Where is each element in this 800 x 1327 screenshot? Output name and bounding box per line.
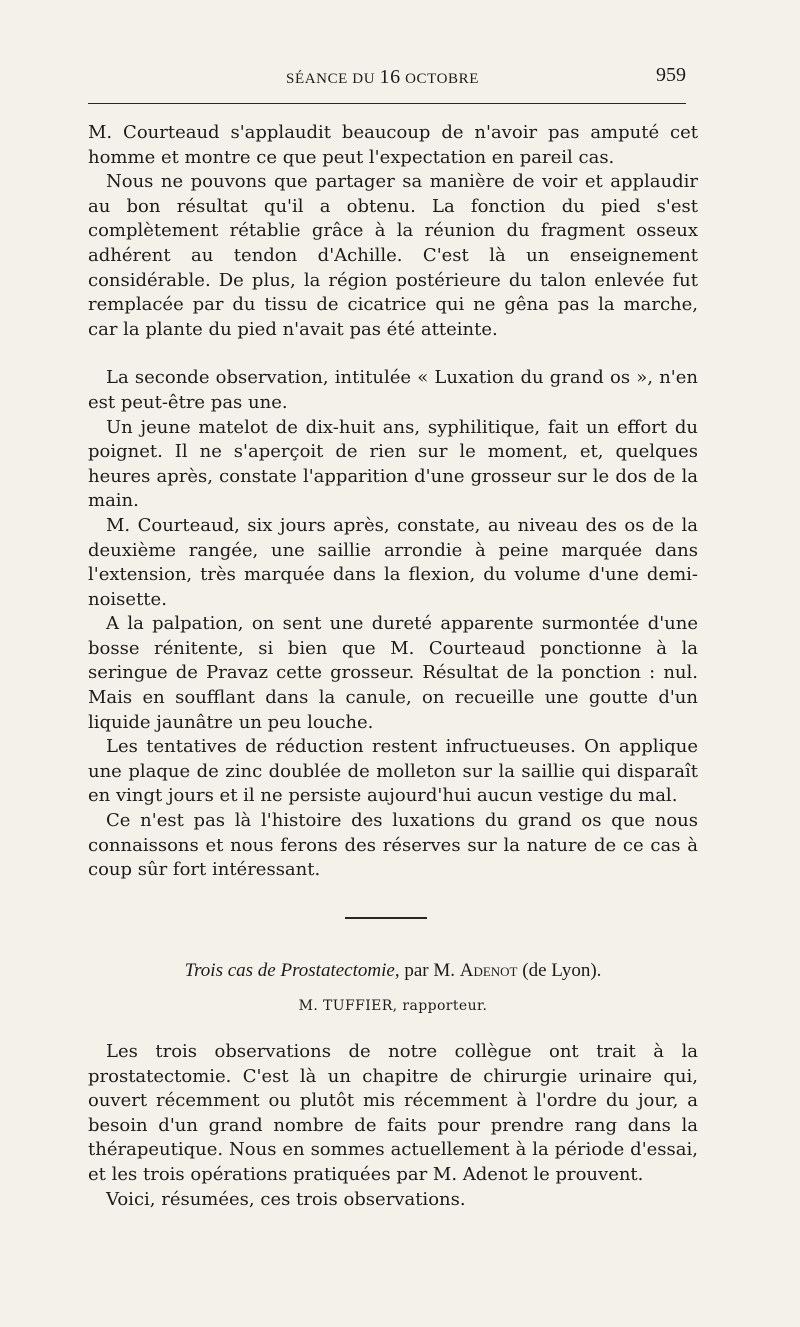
paragraph: Un jeune matelot de dix-huit ans, syphilitique, fait un effort du poignet. Il ne s'aperçoit de rien sur le moment, et, quelques heures après, constate l'apparition d'une grosseur sur le dos de la main. [88, 416, 698, 512]
paragraph: Nous ne pouvons que partager sa manière de voir et applaudir au bon résultat qu'il a obtenu. La fonction du pied s'est complètement rétablie grâce à la réunion du fragment osseux adhérent au tendon d'Achille. C'est là un enseignement considérable. De plus, la région postérieure du talon enlevée fut remplacée par du tissu de cicatrice qui ne gêna pas la marche, car la plante du pied n'avait pas été atteinte. [88, 171, 698, 340]
section-title [88, 958, 698, 984]
title-part: , par M. [394, 960, 460, 981]
paragraph: La seconde observation, intitulée « Luxation du grand os », n'en est peut-être pas une. [88, 367, 698, 413]
running-head-month: OCTOBRE [405, 71, 480, 87]
paragraph: M. Courteaud, six jours après, constate, au niveau des os de la deuxième rangée, une saillie arrondie à peine marquée dans l'extension, très marquée dans la flexion, du volume d'une demi-noisette. [88, 514, 698, 610]
paragraph: A la palpation, on sent une dureté apparente surmontée d'une bosse rénitente, si bien que M. Courteaud ponctionne à la seringue de Pravaz cette grosseur. Résultat de la ponction : nul. Mais en soufflant dans la canule, on recueille une goutte d'un liquide jaunâtre un peu louche. [88, 613, 698, 733]
body-text [88, 121, 698, 883]
running-head-pre: SÉANCE DU [286, 71, 376, 87]
paragraph: Ce n'est pas là l'histoire des luxations du grand os que nous connaissons et nous ferons des réserves sur la nature de ce cas à coup sûr fort intéressant. [88, 810, 698, 881]
paragraph: Les trois observations de notre collègue ont trait à la prostatectomie. C'est là un chapitre de chirurgie urinaire qui, ouvert récemment ou plutôt mis récemment à l'ordre du jour, a besoin d'un grand nombre de faits pour prendre rang dans la thérapeutique. Nous en sommes actuellement à la période d'essai, et les trois opérations pratiquées par M. Adenot le prouvent. [88, 1041, 698, 1185]
section-separator [345, 917, 427, 919]
title-part: Trois cas de [184, 960, 281, 981]
title-subject: Prostatectomie [280, 960, 395, 981]
running-head-day: 16 [379, 66, 401, 88]
header-rule [88, 103, 686, 104]
section-prostatectomie [88, 958, 698, 1212]
running-head [286, 66, 479, 89]
paragraph: Voici, résumées, ces trois observations. [106, 1188, 466, 1210]
page-number: 959 [656, 64, 686, 86]
rapporteur-line: M. TUFFIER, rapporteur. [298, 998, 488, 1014]
paragraph-gap [88, 342, 698, 366]
paragraph: Les tentatives de réduction restent infructueuses. On applique une plaque de zinc doublée de molleton sur la saillie qui disparaît en vingt jours et il ne persiste aujourd'hui aucun vestige du mal. [88, 736, 698, 807]
title-author: Adenot [459, 960, 518, 981]
section-body [88, 1040, 698, 1212]
page-header [88, 64, 686, 94]
paragraph: M. Courteaud s'applaudit beaucoup de n'avoir pas amputé cet homme et montre ce que peut l'expectation en pareil cas. [88, 122, 698, 168]
title-part: (de Lyon). [517, 960, 602, 981]
